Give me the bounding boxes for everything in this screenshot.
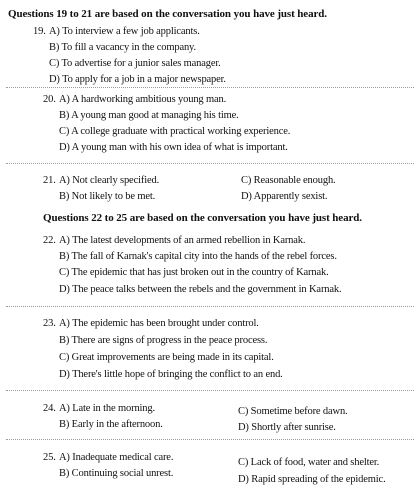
question-19-number: 19. bbox=[33, 26, 46, 37]
question-21-option-c: C) Reasonable enough. bbox=[241, 175, 336, 186]
question-24-option-d: D) Shortly after sunrise. bbox=[238, 422, 336, 433]
question-22-option-a: A) The latest developments of an armed rebellion in Karnak. bbox=[59, 235, 306, 246]
question-19-option-b: B) To fill a vacancy in the company. bbox=[49, 42, 196, 53]
question-20-number: 20. bbox=[43, 94, 56, 105]
question-23-option-a: A) The epidemic has been brought under control. bbox=[59, 318, 259, 329]
question-23-option-b: B) There are signs of progress in the peace process. bbox=[59, 335, 268, 346]
question-21-option-b: B) Not likely to be met. bbox=[59, 191, 156, 202]
section-header-19-21: Questions 19 to 21 are based on the conversation you have just heard. bbox=[8, 8, 327, 20]
question-24-number: 24. bbox=[43, 403, 56, 414]
question-20-option-d: D) A young man with his own idea of what is important. bbox=[59, 142, 288, 153]
divider bbox=[6, 306, 414, 307]
question-23-option-d: D) There's little hope of bringing the conflict to an end. bbox=[59, 369, 283, 380]
question-22-option-c: C) The epidemic that has just broken out in the country of Karnak. bbox=[59, 267, 329, 278]
divider bbox=[6, 87, 414, 88]
question-24-option-b: B) Early in the afternoon. bbox=[59, 419, 163, 430]
divider bbox=[6, 439, 414, 440]
question-24-option-c: C) Sometime before dawn. bbox=[238, 406, 348, 417]
question-25-number: 25. bbox=[43, 452, 56, 463]
divider bbox=[6, 390, 414, 391]
question-20-option-a: A) A hardworking ambitious young man. bbox=[59, 94, 227, 105]
question-21-option-d: D) Apparently sexist. bbox=[241, 191, 328, 202]
question-21-number: 21. bbox=[43, 175, 56, 186]
question-23-number: 23. bbox=[43, 318, 56, 329]
question-21-option-a: A) Not clearly specified. bbox=[59, 175, 160, 186]
question-20-option-b: B) A young man good at managing his time. bbox=[59, 110, 239, 121]
question-25-option-d: D) Rapid spreading of the epidemic. bbox=[238, 474, 386, 485]
divider bbox=[6, 163, 414, 164]
question-22-number: 22. bbox=[43, 235, 56, 246]
question-19-option-a: A) To interview a few job applicants. bbox=[49, 26, 200, 37]
question-25-option-a: A) Inadequate medical care. bbox=[59, 452, 174, 463]
question-25-option-b: B) Continuing social unrest. bbox=[59, 468, 174, 479]
question-24-option-a: A) Late in the morning. bbox=[59, 403, 155, 414]
question-19-option-c: C) To advertise for a junior sales manager. bbox=[49, 58, 221, 69]
question-19-option-d: D) To apply for a job in a major newspaper. bbox=[49, 74, 226, 85]
question-23-option-c: C) Great improvements are being made in its capital. bbox=[59, 352, 274, 363]
question-22-option-d: D) The peace talks between the rebels and the government in Karnak. bbox=[59, 284, 342, 295]
question-25-option-c: C) Lack of food, water and shelter. bbox=[238, 457, 380, 468]
section-header-22-25: Questions 22 to 25 are based on the conversation you have just heard. bbox=[43, 212, 362, 224]
question-22-option-b: B) The fall of Karnak's capital city into the hands of the rebel forces. bbox=[59, 251, 337, 262]
question-20-option-c: C) A college graduate with practical working experience. bbox=[59, 126, 291, 137]
